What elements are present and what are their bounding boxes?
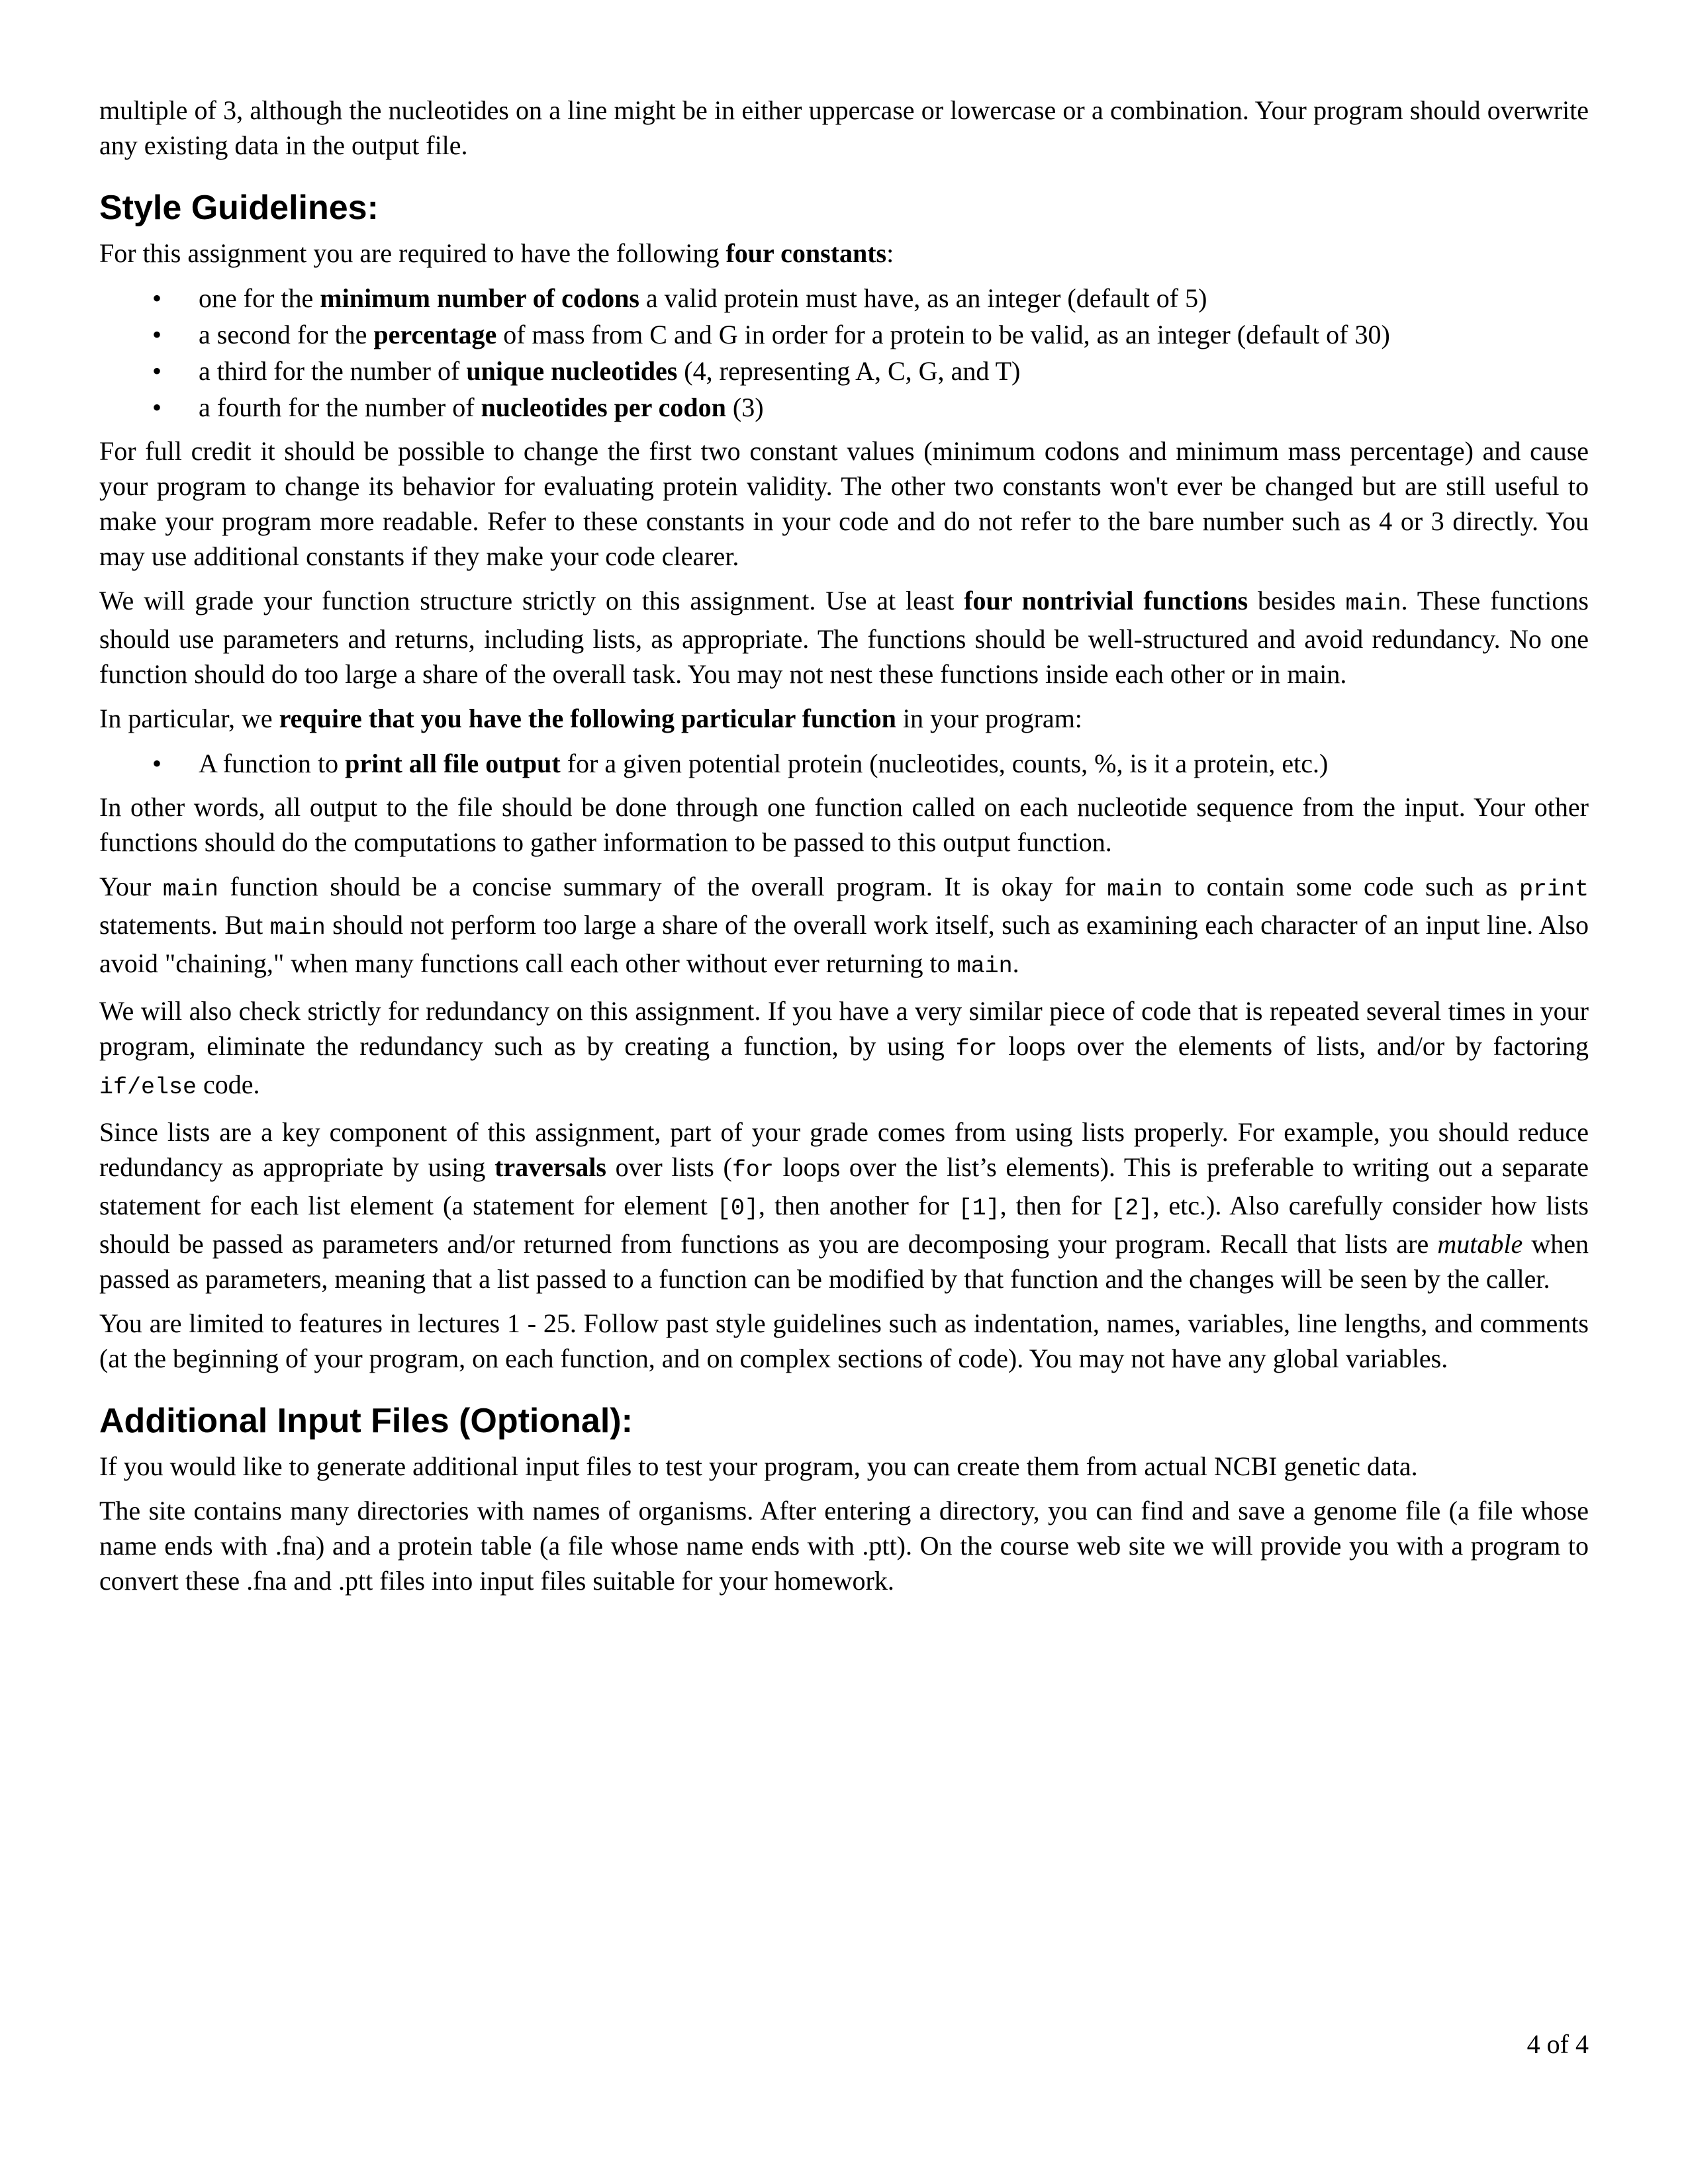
bullet-icon: • (152, 749, 162, 778)
main-function-paragraph: Your main function should be a concise summary of the overall program. It is okay for main to contain some code such as print statements. But main should not perform too large a share of the overall work itself, such as examining each character of an input line. Also avoid "chaining," when many functions call each other without ever returning to main. (99, 872, 1589, 979)
output-function-paragraph: In other words, all output to the file should be done through one function called on each nucleotide sequence from the input. Your other functions should do the computations to gather information to be passed to this output function. (99, 792, 1589, 857)
functions-paragraph: We will grade your function structure strictly on this assignment. Use at least four nontrivial functions besides main. These functions should use parameters and returns, including lists, as appropriate. The functions should be well-structured and avoid redundancy. No one function should do too large a share of the overall task. You may not nest these functions inside each other or in main. (99, 586, 1589, 689)
list-item: • a fourth for the number of nucleotides per codon (3) (99, 389, 1589, 426)
lists-paragraph: Since lists are a key component of this assignment, part of your grade comes from using lists properly. For example, you should reduce redundancy as appropriate by using traversals over lists (for loops over the list’s elements). This is preferable to writing out a separate statement for each list element (a statement for element [0], then another for [1], then for [2], etc.). Also carefully consider how lists should be passed as parameters and/or returned from functions as you are decomposing your program. Recall that lists are mutable when passed as parameters, meaning that a list passed to a function can be modified by that function and the changes will be seen by the caller. (99, 1117, 1589, 1294)
constants-list (99, 280, 1589, 426)
bullet-icon: • (152, 320, 162, 349)
page-number: 4 of 4 (1526, 2029, 1589, 2059)
additional-paragraph-2: The site contains many directories with names of organisms. After entering a directory, you can find and save a genome file (a file whose name ends with .fna) and a protein table (a file whose name ends with .ptt). On the course web site we will provide you with a program to convert these .fna and .ptt files into input files suitable for your homework. (99, 1496, 1589, 1596)
constants-paragraph: For full credit it should be possible to change the first two constant values (minimum codons and minimum mass percentage) and cause your program to change its behavior for evaluating protein validity. The other two constants won't ever be changed but are still useful to make your program more readable. Refer to these constants in your code and do not refer to the bare number such as 4 or 3 directly. You may use additional constants if they make your code clearer. (99, 436, 1589, 571)
intro-paragraph: multiple of 3, although the nucleotides on a line might be in either uppercase or lowercase or a combination. Your program should overwrite any existing data in the output file. (99, 95, 1589, 160)
additional-input-files-heading: Additional Input Files (Optional): (99, 1402, 633, 1440)
bullet-icon: • (152, 392, 162, 422)
redundancy-paragraph: We will also check strictly for redundancy on this assignment. If you have a very similar piece of code that is repeated several times in your program, eliminate the redundancy such as by creating a function, by using for loops over the elements of lists, and/or by factoring if/else code. (99, 996, 1589, 1101)
list-item: • A function to print all file output for a given potential protein (nucleotides, counts, %, is it a protein, etc.) (99, 745, 1589, 782)
constants-intro-paragraph: For this assignment you are required to have the following four constants: (99, 238, 894, 268)
bullet-icon: • (152, 356, 162, 386)
additional-paragraph-1: If you would like to generate additional input files to test your program, you can create them from actual NCBI genetic data. (99, 1451, 1418, 1481)
list-item: • a third for the number of unique nucleotides (4, representing A, C, G, and T) (99, 353, 1589, 389)
particular-function-paragraph: In particular, we require that you have the following particular function in your program: (99, 704, 1082, 733)
bullet-icon: • (152, 283, 162, 313)
style-guidelines-heading: Style Guidelines: (99, 189, 379, 227)
list-item: • one for the minimum number of codons a valid protein must have, as an integer (default of 5) (99, 280, 1589, 316)
particular-function-list (99, 745, 1589, 782)
limits-paragraph: You are limited to features in lectures 1 - 25. Follow past style guidelines such as indentation, names, variables, line lengths, and comments (at the beginning of your program, on each function, and on complex sections of code). You may not have any global variables. (99, 1308, 1589, 1373)
list-item: • a second for the percentage of mass from C and G in order for a protein to be valid, as an integer (default of 30) (99, 316, 1589, 353)
